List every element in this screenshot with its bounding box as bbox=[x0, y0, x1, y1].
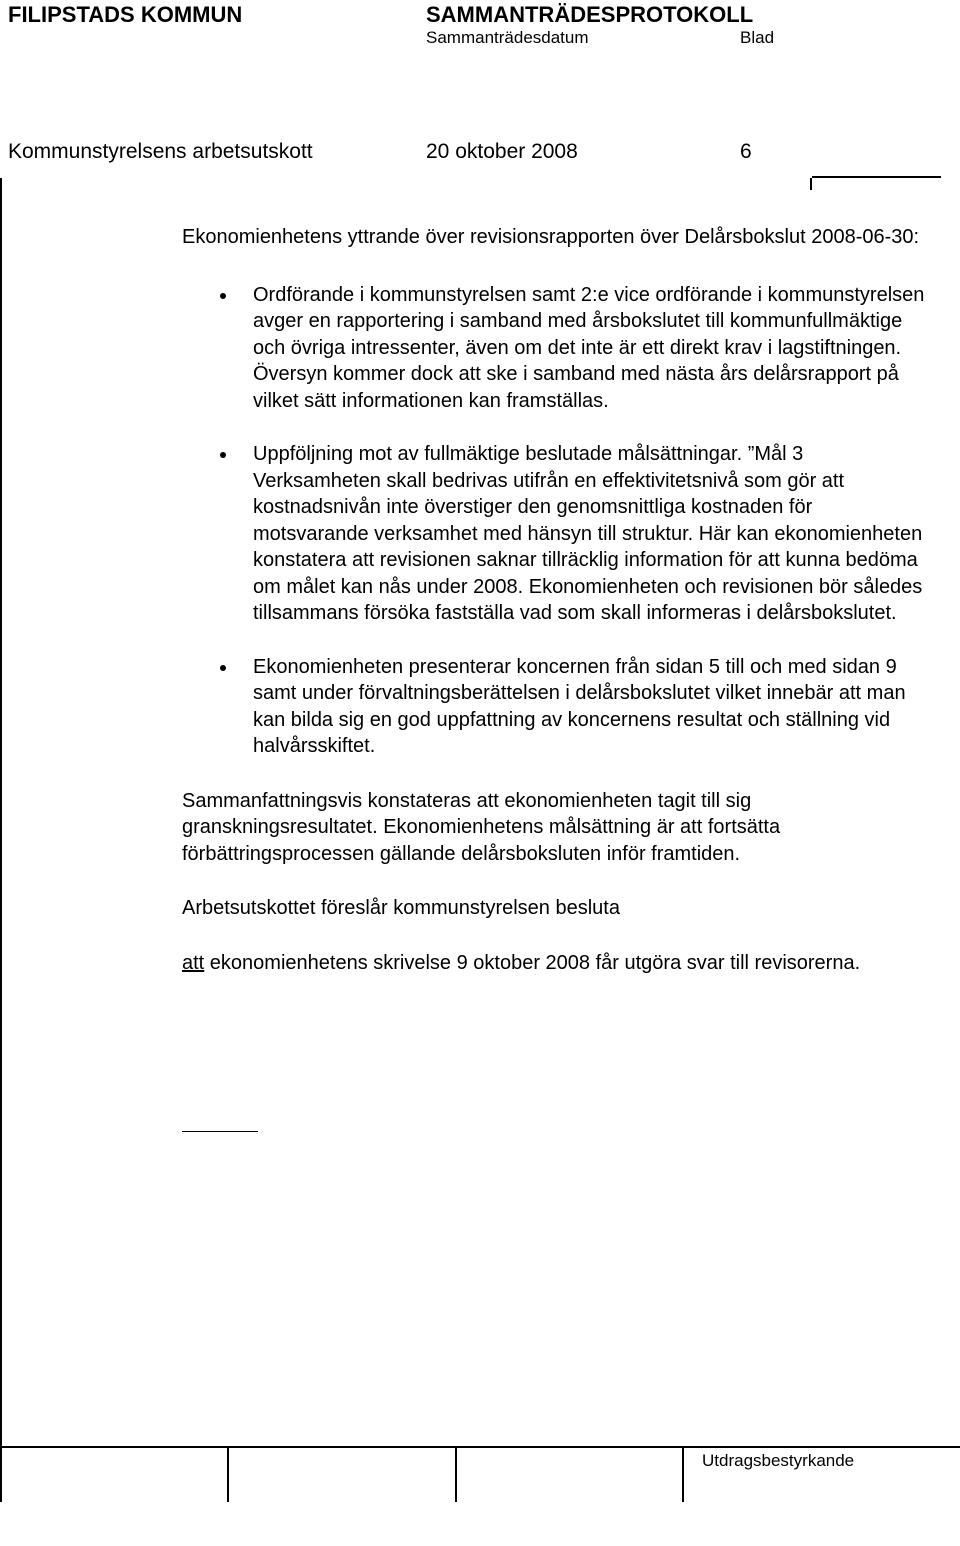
footer-divider bbox=[227, 1446, 229, 1502]
document-type: SAMMANTRÄDESPROTOKOLL bbox=[426, 2, 754, 27]
footer-rule bbox=[0, 1446, 960, 1448]
decision-paragraph bbox=[182, 950, 932, 977]
list-item bbox=[182, 441, 932, 627]
footer-divider bbox=[0, 1446, 2, 1502]
decision-att: att bbox=[182, 951, 205, 974]
footer-divider bbox=[455, 1446, 457, 1502]
meeting-date: 20 oktober 2008 bbox=[426, 140, 578, 163]
frame-divider bbox=[810, 178, 812, 190]
end-rule bbox=[182, 1131, 258, 1132]
page-label: Blad bbox=[740, 28, 775, 47]
list-item bbox=[182, 654, 932, 760]
list-item-text: Ekonomienheten presenterar koncernen från sidan 5 till och med sidan 9 samt under förvaltningsberättelsen i delårsbokslutet vilket innebär att man kan bilda sig en god uppfattning av koncernens resultat och ställning vid halvårsskiftet. bbox=[253, 655, 906, 757]
document-body bbox=[182, 224, 932, 976]
proposal-paragraph: Arbetsutskottet föreslår kommunstyrelsen besluta bbox=[182, 897, 620, 919]
list-item-text: Uppföljning mot av fullmäktige beslutade målsättningar. ”Mål 3 Verksamheten skall bedrivas utifrån en effektivitetsnivå som gör att kostnadsnivån inte överstiger den genomsnittliga kostnaden för motsvarande verksamhet med hänsyn till struktur. Här kan ekonomienheten konstatera att revisionen saknar tillräcklig information för att kunna bedöma om målet kan nås under 2008. Ekonomienheten och revisionen bör således tillsammans försöka fastställa vad som skall informeras i delårsbokslutet. bbox=[253, 443, 923, 624]
bullet-icon bbox=[220, 665, 226, 671]
committee-name: Kommunstyrelsens arbetsutskott bbox=[8, 140, 313, 163]
certification-label: Utdragsbestyrkande bbox=[702, 1451, 855, 1470]
bullet-list bbox=[182, 282, 932, 760]
bullet-icon bbox=[220, 452, 226, 458]
list-item-text: Ordförande i kommunstyrelsen samt 2:e vice ordförande i kommunstyrelsen avger en rapportering i samband med årsbokslutet till kommunfullmäktige och övriga intressenter, även om det inte är ett direkt krav i lagstiftningen. Översyn kommer dock att ske i samband med nästa års delårsrapport på vilket sätt informationen kan framställas. bbox=[253, 283, 925, 412]
footer-divider bbox=[682, 1446, 684, 1502]
page-number: 6 bbox=[740, 140, 752, 163]
section-heading: Ekonomienhetens yttrande över revisionsrapporten över Delårsbokslut 2008-06-30: bbox=[182, 226, 920, 248]
organization-name: FILIPSTADS KOMMUN bbox=[8, 2, 243, 27]
decision-text: ekonomienhetens skrivelse 9 oktober 2008 får utgöra svar till revisorerna. bbox=[204, 951, 861, 974]
bullet-icon bbox=[220, 293, 226, 299]
list-item bbox=[182, 282, 932, 415]
summary-paragraph: Sammanfattningsvis konstateras att ekonomienheten tagit till sig granskningsresultatet. Ekonomienhetens målsättning är att fortsätta förbättringsprocessen gällande delårsboksluten inför framtiden. bbox=[182, 789, 781, 865]
meeting-date-label: Sammanträdesdatum bbox=[426, 28, 589, 47]
